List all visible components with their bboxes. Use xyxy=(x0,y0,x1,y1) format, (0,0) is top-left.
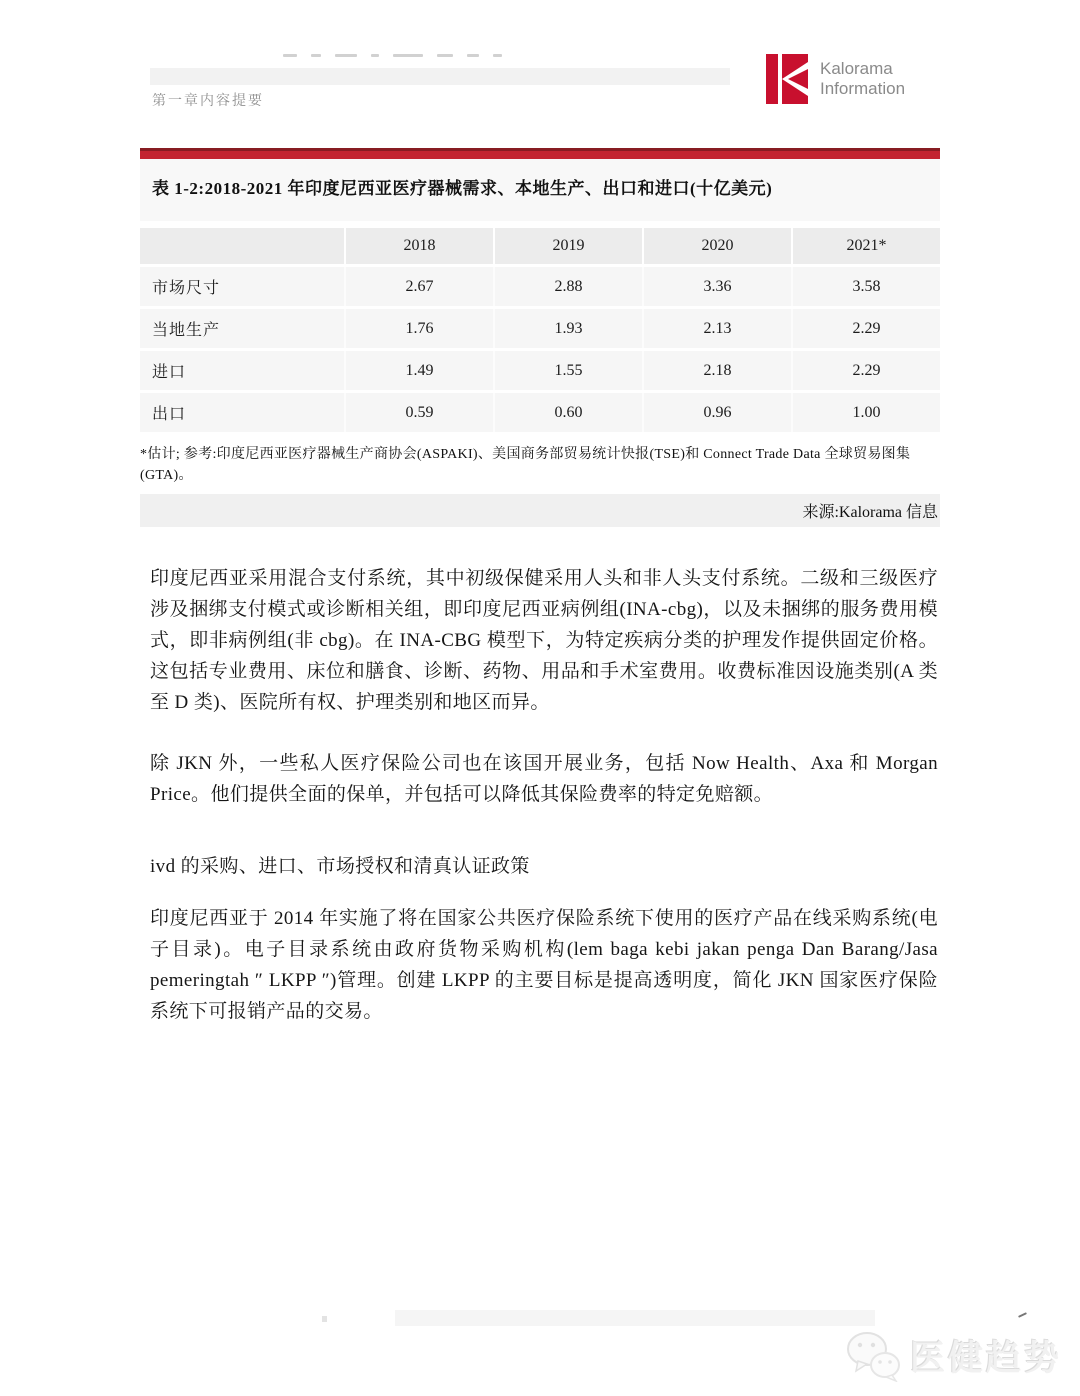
table-cell: 1.93 xyxy=(493,309,642,348)
table-row xyxy=(140,309,940,348)
watermark-text: 医健趋势 xyxy=(909,1339,1062,1378)
table-cell: 3.36 xyxy=(642,267,791,306)
header-divider-bar xyxy=(150,68,730,85)
table-cell: 2.88 xyxy=(493,267,642,306)
logo-line1: Kalorama xyxy=(820,59,893,78)
table-row xyxy=(140,393,940,432)
table-row xyxy=(140,267,940,306)
table-source-band xyxy=(140,494,940,527)
footer-divider-bar xyxy=(395,1310,875,1326)
year-header: 2020 xyxy=(642,228,791,264)
table-accent-bar xyxy=(140,148,940,159)
table-cell: 2.29 xyxy=(791,351,940,390)
wechat-icon xyxy=(846,1330,902,1382)
table-cell: 2.18 xyxy=(642,351,791,390)
table-cell: 3.58 xyxy=(791,267,940,306)
paragraph-private-insurance: 除 JKN 外，一些私人医疗保险公司也在该国开展业务，包括 Now Health、Axa 和 Morgan Price。他们提供全面的保单，并包括可以降低其保险费率的特定免赔额。 xyxy=(150,753,938,805)
table-cell: 1.76 xyxy=(344,309,493,348)
logo-line2: Information xyxy=(820,79,906,98)
table-cell: 1.49 xyxy=(344,351,493,390)
row-label: 进口 xyxy=(152,364,187,381)
wechat-watermark xyxy=(846,1330,1062,1382)
table-cell: 0.59 xyxy=(344,393,493,432)
table-cell: 2.29 xyxy=(791,309,940,348)
paragraph-payment-system: 印度尼西亚采用混合支付系统，其中初级保健采用人头和非人头支付系统。二级和三级医疗涉及捆绑支付模式或诊断相关组，即印度尼西亚病例组(INA-cbg)，以及未捆绑的服务费用模式，即非病例组(非 cbg)。在 INA-CBG 模型下，为特定疾病分类的护理发作提供固定价格。这包括专业费用、床位和膳食、诊断、药物、用品和手术室费用。收费标准因设施类别(A 类至 D 类)、医院所有权、护理类别和地区而异。 xyxy=(150,568,938,713)
data-table xyxy=(140,148,940,527)
table-title: 表 1-2:2018-2021 年印度尼西亚医疗器械需求、本地生产、出口和进口(十亿美元) xyxy=(152,179,773,198)
row-label: 当地生产 xyxy=(152,322,221,339)
kalorama-logo-text xyxy=(820,59,905,99)
faded-header-text xyxy=(283,52,563,58)
kalorama-logo xyxy=(766,54,905,104)
kalorama-logo-icon xyxy=(766,54,808,104)
year-header: 2019 xyxy=(493,228,642,264)
page-artifact-dot xyxy=(322,1316,327,1322)
table-cell: 1.55 xyxy=(493,351,642,390)
year-header: 2018 xyxy=(344,228,493,264)
paragraph-eprocurement: 印度尼西亚于 2014 年实施了将在国家公共医疗保险系统下使用的医疗产品在线采购系统(电子目录)。电子目录系统由政府货物采购机构(lem baga kebi jakan penga Dan Barang/Jasa pemeringtah ″ LKPP ″)管理。创建 LKPP 的主要目标是提高透明度，简化 JKN 国家医疗保险系统下可报销产品的交易。 xyxy=(150,908,938,1022)
chapter-label: 第一章内容提要 xyxy=(152,92,264,108)
table-footnote: *估计; 参考:印度尼西亚医疗器械生产商协会(ASPAKI)、美国商务部贸易统计快报(TSE)和 Connect Trade Data 全球贸易图集(GTA)。 xyxy=(140,447,911,483)
table-cell: 0.60 xyxy=(493,393,642,432)
table-source: 来源:Kalorama 信息 xyxy=(802,504,938,521)
table-cell: 2.67 xyxy=(344,267,493,306)
row-label: 市场尺寸 xyxy=(152,280,221,297)
table-row xyxy=(140,351,940,390)
page-artifact-tick xyxy=(1018,1312,1027,1318)
table-corner-cell xyxy=(140,228,344,264)
table-cell: 1.00 xyxy=(791,393,940,432)
year-header: 2021* xyxy=(791,228,940,264)
table-cell: 2.13 xyxy=(642,309,791,348)
table-header-row xyxy=(140,228,940,264)
section-heading-ivd-policy: ivd 的采购、进口、市场授权和清真认证政策 xyxy=(150,856,530,877)
row-label: 出口 xyxy=(152,406,187,423)
table-title-band xyxy=(140,159,940,221)
table-cell: 0.96 xyxy=(642,393,791,432)
